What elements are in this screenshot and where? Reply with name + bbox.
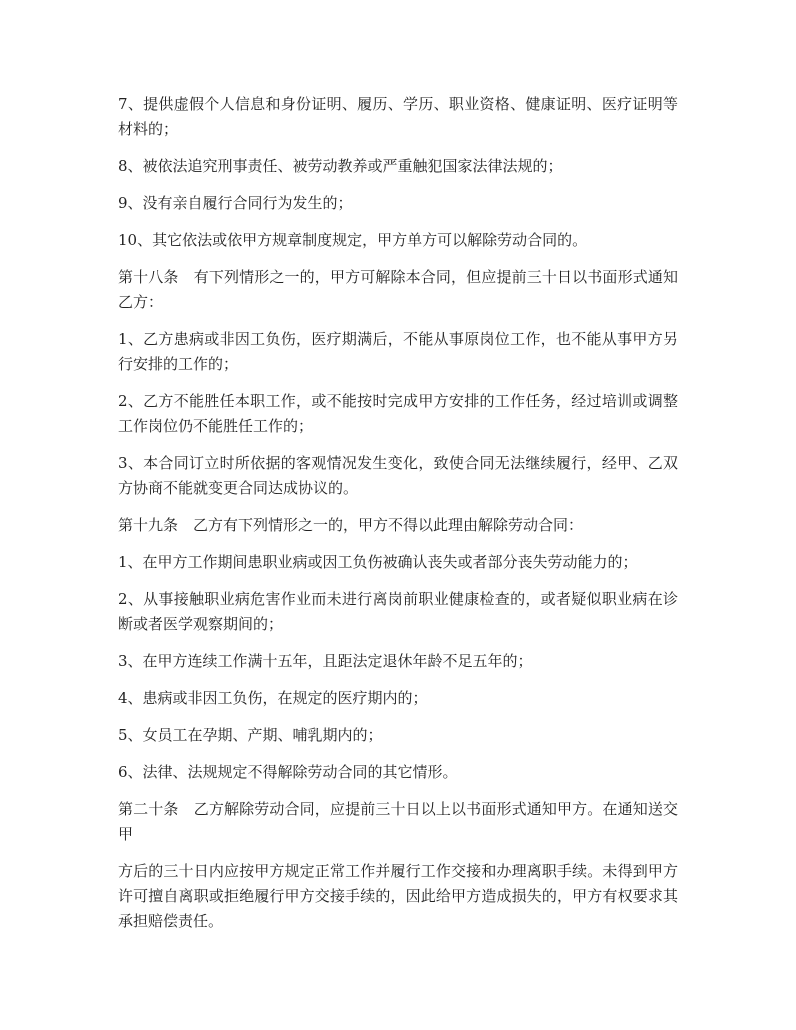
article-19-item-1: 1、在甲方工作期间患职业病或因工负伤被确认丧失或者部分丧失劳动能力的； — [118, 553, 638, 571]
clause-8-criminal-liability: 8、被依法追究刑事责任、被劳动教养或严重触犯国家法律法规的； — [118, 157, 563, 175]
article-20-heading: 第二十条 乙方解除劳动合同，应提前三十日以上以书面形式通知甲方。在通知送交甲 — [118, 800, 678, 843]
clause-7-false-information: 7、提供虚假个人信息和身份证明、履历、学历、职业资格、健康证明、医疗证明等材料的； — [118, 95, 678, 138]
article-19-item-5: 5、女员工在孕期、产期、哺乳期内的； — [118, 726, 383, 744]
clause-10-other-termination: 10、其它依法或依甲方规章制度规定，甲方单方可以解除劳动合同的。 — [118, 231, 588, 249]
article-19-heading: 第十九条 乙方有下列情形之一的，甲方不得以此理由解除劳动合同： — [118, 516, 584, 534]
article-18-item-2: 2、乙方不能胜任本职工作，或不能按时完成甲方安排的工作任务，经过培训或调整工作岗位仍不能胜任工作的； — [118, 392, 678, 435]
article-19-item-4: 4、患病或非因工负伤，在规定的医疗期内的； — [118, 689, 428, 707]
article-19-item-6: 6、法律、法规规定不得解除劳动合同的其它情形。 — [118, 763, 458, 781]
article-19-item-2: 2、从事接触职业病危害作业而未进行离岗前职业健康检查的，或者疑似职业病在诊断或者医学观察期间的； — [118, 590, 678, 633]
article-18-item-1: 1、乙方患病或非因工负伤，医疗期满后，不能从事原岗位工作，也不能从事甲方另行安排的工作的； — [118, 330, 678, 373]
article-19-item-3: 3、在甲方连续工作满十五年，且距法定退休年龄不足五年的； — [118, 652, 533, 670]
article-18-heading: 第十八条 有下列情形之一的，甲方可解除本合同，但应提前三十日以书面形式通知乙方： — [118, 268, 678, 311]
document-page — [118, 92, 678, 946]
article-18-item-3: 3、本合同订立时所依据的客观情况发生变化，致使合同无法继续履行，经甲、乙双方协商不能就变更合同达成协议的。 — [118, 454, 678, 497]
article-20-body: 方后的三十日内应按甲方规定正常工作并履行工作交接和办理离职手续。未得到甲方许可擅自离职或拒绝履行甲方交接手续的，因此给甲方造成损失的，甲方有权要求其承担赔偿责任。 — [118, 862, 678, 930]
clause-9-not-personally-performed: 9、没有亲自履行合同行为发生的； — [118, 194, 353, 212]
